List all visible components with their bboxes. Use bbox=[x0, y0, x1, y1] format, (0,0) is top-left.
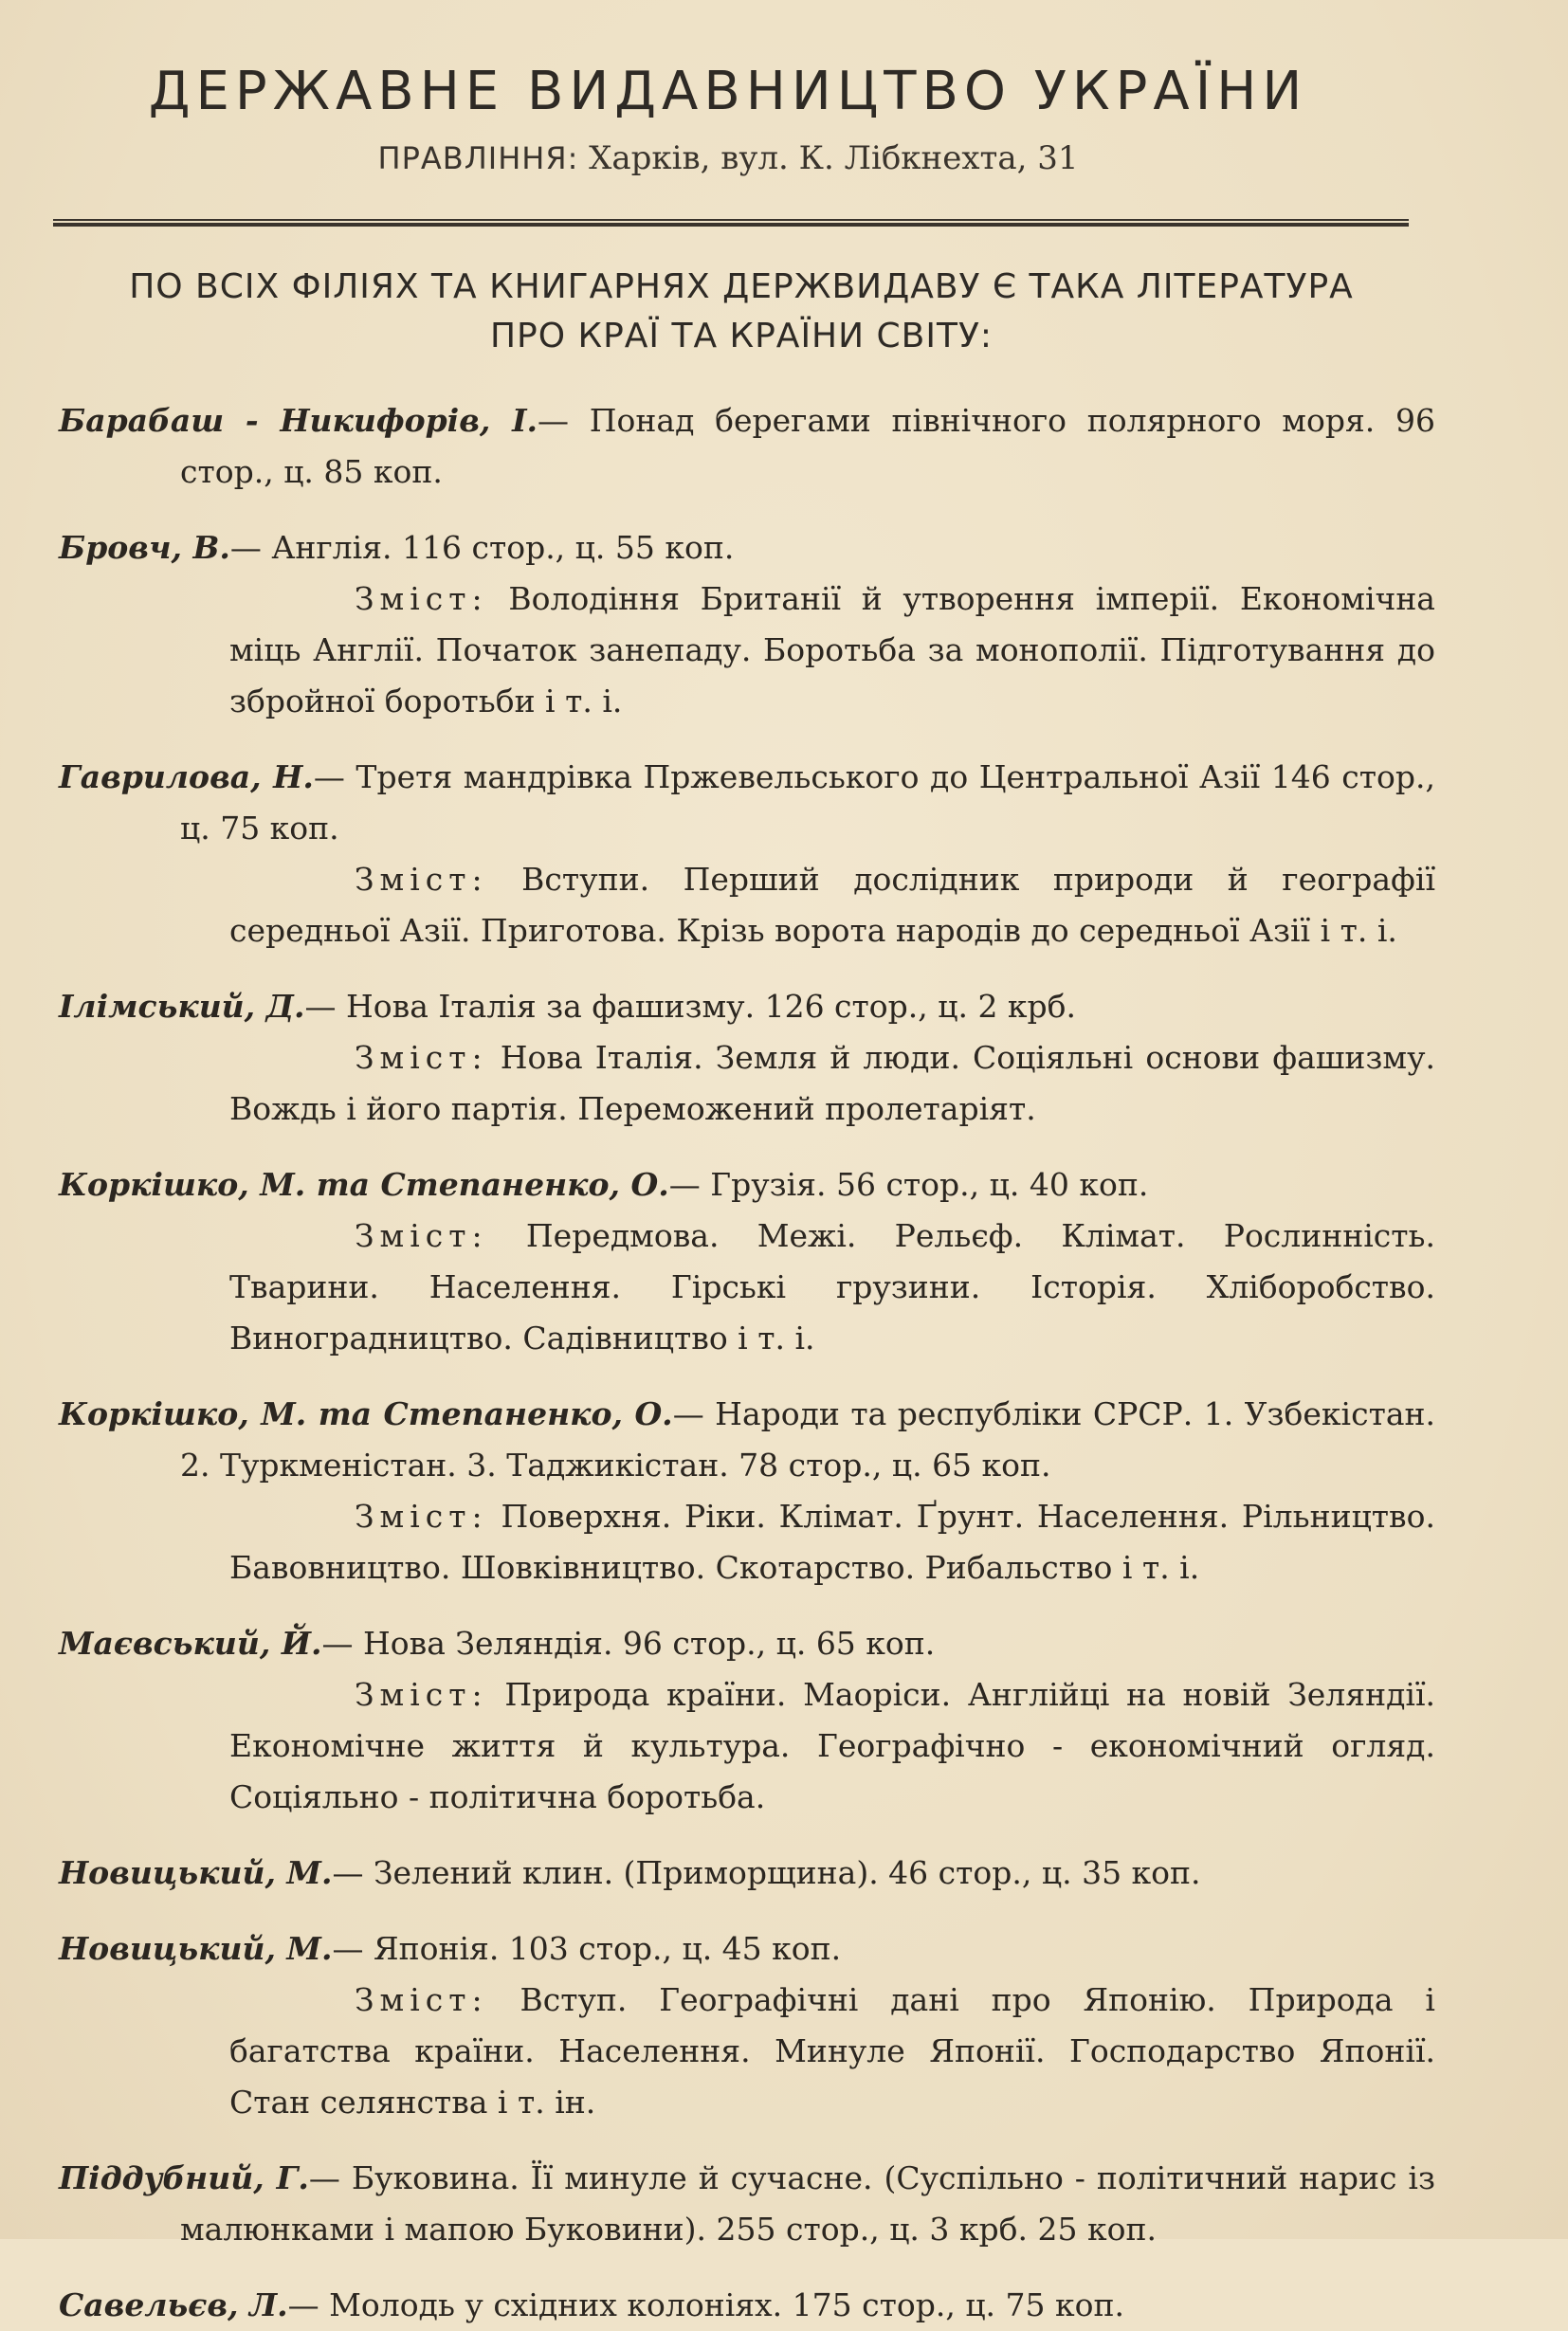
book-contents bbox=[229, 1669, 1435, 1823]
book-entry bbox=[59, 1848, 1435, 1899]
book-author: Савельєв, Л. bbox=[59, 2285, 288, 2323]
book-entry bbox=[59, 522, 1435, 727]
book-list bbox=[59, 395, 1435, 2331]
contents-text: Передмова. Межі. Рельєф. Клімат. Рослинність. Тварини. Населення. Гірські грузини. Історія. Хліборобство. Виноградництво. Садівництво і т. і. bbox=[229, 1216, 1435, 1357]
book-entry bbox=[59, 752, 1435, 956]
contents-text: Поверхня. Ріки. Клімат. Ґрунт. Населення. Рільництво. Бавовництво. Шовківництво. Скотарство. Рибальство і т. і. bbox=[229, 1497, 1435, 1586]
book-title-and-price: — Понад берегами північного полярного моря. 96 стор., ц. 85 коп. bbox=[180, 401, 1435, 490]
book-contents bbox=[229, 1032, 1435, 1135]
book-entry bbox=[59, 2280, 1435, 2331]
book-entry bbox=[59, 981, 1435, 1135]
book-entry-main bbox=[59, 2280, 1435, 2331]
book-title-and-price: — Англія. 116 стор., ц. 55 коп. bbox=[229, 528, 735, 566]
catalog-heading-line-1: ПО ВСІХ ФІЛІЯХ ТА КНИГАРНЯХ ДЕРЖВИДАВУ Є ТАКА ЛІТЕРАТУРА bbox=[129, 266, 1354, 306]
contents-text: Вступи. Перший дослідник природи й географії середньої Азії. Приготова. Крізь ворота народів до середньої Азії і т. і. bbox=[229, 860, 1435, 949]
book-title-and-price: — Буковина. Її минуле й сучасне. (Суспільно - політичний нарис із малюнками і мапою Буковини). 255 стор., ц. 3 крб. 25 коп. bbox=[180, 2158, 1435, 2248]
book-entry bbox=[59, 1923, 1435, 2128]
contents-label: Зміст: bbox=[355, 1038, 488, 1076]
book-entry-main bbox=[59, 1923, 1435, 1975]
catalog-heading bbox=[47, 263, 1435, 361]
contents-label: Зміст: bbox=[355, 579, 488, 617]
book-entry bbox=[59, 1159, 1435, 1364]
book-title-and-price: — Третя мандрівка Пржевельського до Центральної Азії 146 стор., ц. 75 коп. bbox=[180, 757, 1435, 847]
book-title-and-price: — Нова Зеляндія. 96 стор., ц. 65 коп. bbox=[321, 1624, 936, 1662]
board-label: ПРАВЛІННЯ: bbox=[377, 139, 579, 176]
book-entry-main bbox=[59, 752, 1435, 854]
book-contents bbox=[229, 1975, 1435, 2128]
book-title-and-price: — Японія. 103 стор., ц. 45 коп. bbox=[332, 1929, 842, 1967]
book-title-and-price: — Народи та республіки СРСР. 1. Узбекістан. 2. Туркменістан. 3. Таджикістан. 78 стор., ц. 65 коп. bbox=[180, 1394, 1435, 1484]
book-entry bbox=[59, 395, 1435, 498]
contents-label: Зміст: bbox=[355, 1980, 488, 2018]
contents-label: Зміст: bbox=[355, 860, 488, 898]
book-contents bbox=[229, 1491, 1435, 1593]
catalog-heading-line-2: ПРО КРАЇ ТА КРАЇНИ СВІТУ: bbox=[489, 316, 994, 355]
contents-text: Володіння Британії й утворення імперії. Економічна міць Англії. Початок занепаду. Боротьба за монополії. Підготування до збройної боротьби і т. і. bbox=[229, 579, 1435, 719]
book-entry-main bbox=[59, 981, 1435, 1032]
contents-label: Зміст: bbox=[355, 1675, 488, 1713]
book-title-and-price: — Нова Італія за фашизму. 126 стор., ц. 2 крб. bbox=[304, 987, 1077, 1025]
book-author: Піддубний, Г. bbox=[59, 2158, 309, 2196]
contents-label: Зміст: bbox=[355, 1216, 488, 1254]
publisher-name: ДЕРЖАВНЕ ВИДАВНИЦТВО УКРАЇНИ bbox=[148, 61, 1308, 122]
board-address-line bbox=[21, 139, 1435, 177]
book-author: Ілімський, Д. bbox=[59, 987, 305, 1025]
page-header bbox=[21, 61, 1435, 177]
book-entry-main bbox=[59, 1618, 1435, 1669]
book-entry-main bbox=[59, 1159, 1435, 1211]
book-title-and-price: — Зелений клин. (Приморщина). 46 стор., ц. 35 коп. bbox=[332, 1853, 1201, 1891]
book-entry bbox=[59, 1618, 1435, 1823]
book-contents bbox=[229, 854, 1435, 956]
board-address: Харків, вул. К. Лібкнехта, 31 bbox=[589, 138, 1079, 177]
book-entry-main bbox=[59, 2153, 1435, 2255]
book-entry bbox=[59, 1389, 1435, 1593]
contents-text: Вступ. Географічні дані про Японію. Природа і багатства країни. Населення. Минуле Японії. Господарство Японії. Стан селянства і т. ін. bbox=[229, 1980, 1435, 2121]
book-author: Новицький, М. bbox=[59, 1853, 333, 1891]
book-author: Гаврилова, Н. bbox=[59, 757, 314, 795]
book-entry-main bbox=[59, 1389, 1435, 1491]
book-author: Коркішко, М. та Степаненко, О. bbox=[59, 1165, 669, 1203]
contents-text: Нова Італія. Земля й люди. Соціяльні основи фашизму. Вождь і його партія. Переможений пролетаріят. bbox=[229, 1038, 1435, 1127]
contents-label: Зміст: bbox=[355, 1497, 488, 1535]
book-author: Барабаш - Никифорів, І. bbox=[59, 401, 538, 439]
book-entry bbox=[59, 2153, 1435, 2255]
book-entry-main bbox=[59, 522, 1435, 574]
book-contents bbox=[229, 574, 1435, 727]
book-title-and-price: — Молодь у східних колоніях. 175 стор., ц. 75 коп. bbox=[287, 2285, 1124, 2323]
book-entry-main bbox=[59, 395, 1435, 498]
book-title-and-price: — Грузія. 56 стор., ц. 40 коп. bbox=[668, 1165, 1149, 1203]
book-author: Бровч, В. bbox=[59, 528, 230, 566]
book-author: Маєвський, Й. bbox=[59, 1624, 322, 1662]
contents-text: Природа країни. Маоріси. Англійці на новій Зеляндії. Економічне життя й культура. Географічно - економічний огляд. Соціяльно - політична боротьба. bbox=[229, 1675, 1435, 1815]
book-author: Новицький, М. bbox=[59, 1929, 333, 1967]
book-contents bbox=[229, 1211, 1435, 1364]
book-entry-main bbox=[59, 1848, 1435, 1899]
header-divider bbox=[53, 219, 1409, 227]
book-author: Коркішко, М. та Степаненко, О. bbox=[59, 1394, 673, 1432]
